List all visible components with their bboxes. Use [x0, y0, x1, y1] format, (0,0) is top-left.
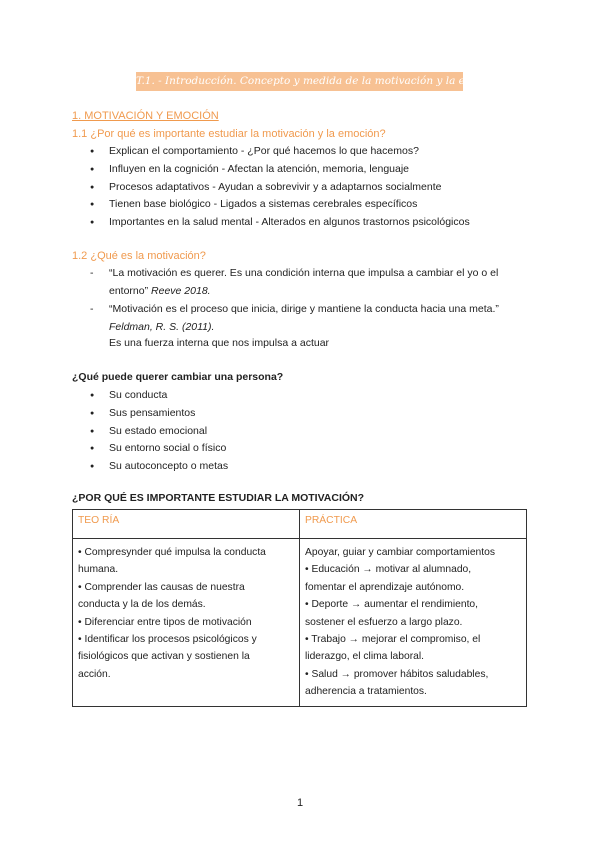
list-item: ● Su entorno social o físico — [90, 440, 228, 458]
cell-line: • Identificar los procesos psicológicos y — [78, 634, 257, 646]
citation: Reeve 2018. — [151, 284, 211, 297]
cell-line: • Trabajo → mejorar el compromiso, el — [305, 634, 481, 646]
cell-line: fomentar el aprendizaje autónomo. — [305, 581, 465, 593]
list-item: ● Procesos adaptativos - Ayudan a sobrevivir y a adaptarnos socialmente — [90, 179, 470, 197]
column-header-theory: TEO RÍA — [73, 510, 300, 539]
cell-line: conducta y la de los demás. — [78, 599, 206, 611]
citation: Feldman, R. S. (2011). — [109, 320, 215, 333]
list-item: ● Su estado emocional — [90, 423, 228, 441]
document-title: T.1. - Introducción. Concepto y medida de la motivación y la emoción — [136, 72, 463, 91]
change-heading: ¿Qué puede querer cambiar una persona? — [72, 371, 284, 383]
change-list — [90, 387, 228, 476]
cell-line: • Educación → motivar al alumnado, — [305, 564, 472, 576]
list-item: ● Explican el comportamiento - ¿Por qué hacemos lo que hacemos? — [90, 143, 470, 161]
list-item: ● Importantes en la salud mental - Alterados en algunos trastornos psicológicos — [90, 214, 470, 232]
cell-line: adherencia a tratamientos. — [305, 686, 427, 698]
cell-line: humana. — [78, 564, 119, 576]
list-item: ● Influyen en la cognición - Afectan la atención, memoria, lenguaje — [90, 161, 470, 179]
column-header-practice: PRÁCTICA — [300, 510, 527, 539]
table-heading: ¿POR QUÉ ES IMPORTANTE ESTUDIAR LA MOTIVACIÓN? — [72, 492, 365, 504]
definition-text: “Motivación es el proceso que inicia, dirige y mantiene la conducta hacia una meta.” — [109, 303, 499, 315]
cell-line: • Salud → promover hábitos saludables, — [305, 668, 489, 680]
list-item: ● Su autoconcepto o metas — [90, 458, 228, 476]
cell-line: acción. — [78, 668, 111, 680]
subsection-heading-1-2: 1.2 ¿Qué es la motivación? — [72, 250, 206, 262]
motivation-note: Es una fuerza interna que nos impulsa a actuar — [109, 337, 330, 349]
cell-line: • Deporte → aumentar el rendimiento, — [305, 599, 479, 611]
theory-cell — [73, 539, 300, 707]
section-heading: 1. MOTIVACIÓN Y EMOCIÓN — [72, 110, 219, 122]
list-item: ● Sus pensamientos — [90, 405, 228, 423]
cell-line: Apoyar, guiar y cambiar comportamientos — [305, 547, 496, 558]
cell-line: • Diferenciar entre tipos de motivación — [78, 616, 252, 628]
list-item: ● Tienen base biológico - Ligados a sistemas cerebrales específicos — [90, 196, 470, 214]
cell-line: sostener el esfuerzo a largo plazo. — [305, 616, 463, 628]
importance-list — [90, 143, 470, 232]
subsection-heading-1-1: 1.1 ¿Por qué es importante estudiar la motivación y la emoción? — [72, 128, 386, 140]
cell-line: • Comprender las causas de nuestra — [78, 581, 245, 593]
practice-cell — [300, 539, 527, 707]
theory-practice-table — [72, 509, 527, 707]
cell-line: liderazgo, el clima laboral. — [305, 651, 425, 663]
cell-line: fisiológicos que activan y sostienen la — [78, 651, 250, 663]
definition-text: “La motivación es querer. Es una condición interna que impulsa a cambiar el yo o el entorno” — [109, 267, 499, 297]
cell-line: • Compresynder qué impulsa la conducta — [78, 547, 266, 558]
list-item: ● Su conducta — [90, 387, 228, 405]
page-number: 1 — [296, 797, 304, 809]
